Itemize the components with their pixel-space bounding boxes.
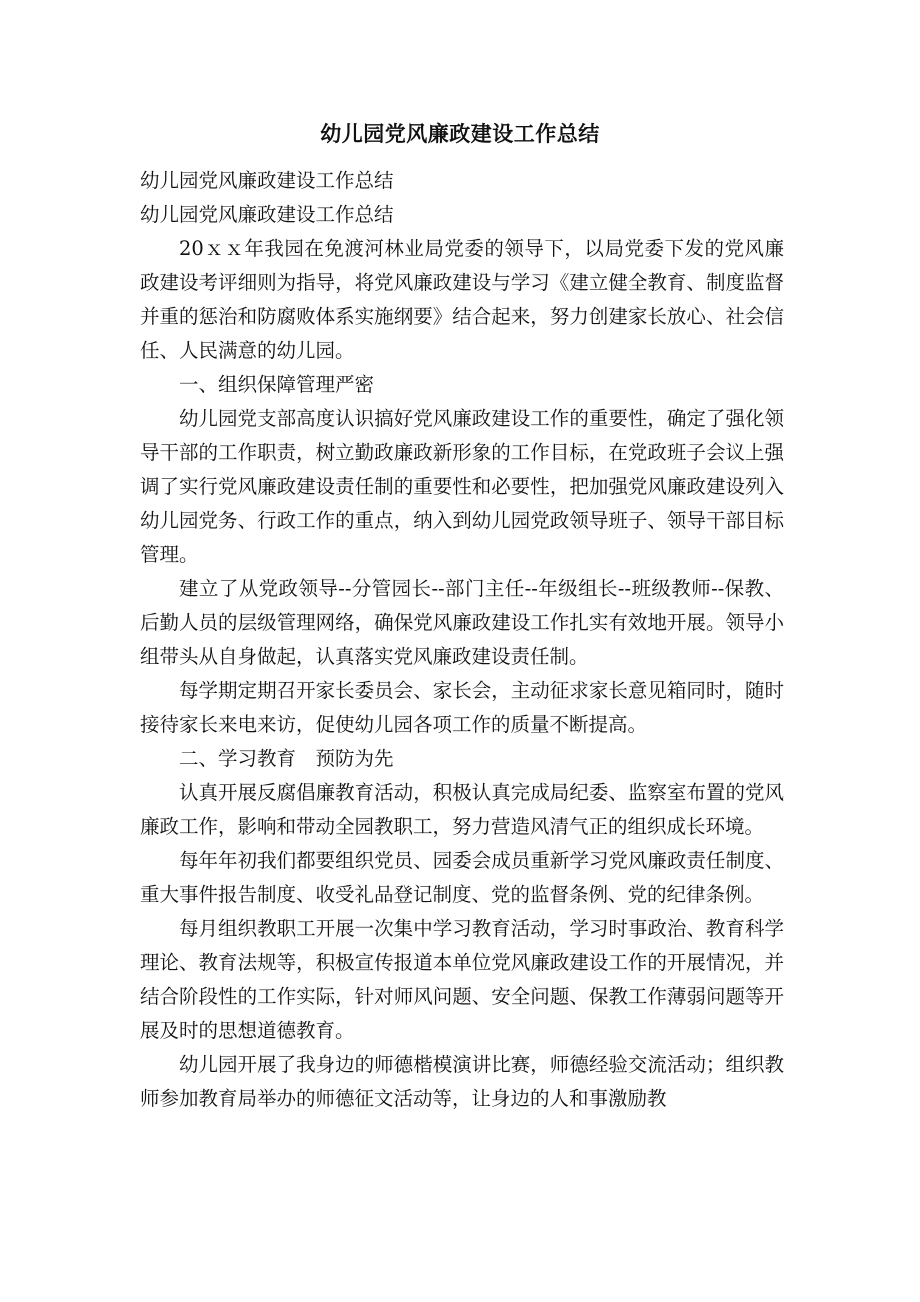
section-heading-2: 二、学习教育 预防为先 [179,747,394,770]
section-heading-1: 一、组织保障管理严密 [179,373,375,396]
paragraph-annual-study: 每年年初我们都要组织党员、园委会成员重新学习党风廉政责任制度、重大事件报告制度、收受礼品登记制度、党的监督条例、党的纪律条例。 [140,849,784,906]
paragraph-organization: 幼儿园党支部高度认识搞好党风廉政建设工作的重要性，确定了强化领导干部的工作职责，树立勤政廉政新形象的工作目标，在党政班子会议上强调了实行党风廉政建设责任制的重要性和必要性，把加强党风廉政建设列入幼儿园党务、行政工作的重点，纳入到幼儿园党政领导班子、领导干部目标管理。 [140,407,784,566]
document-title: 幼儿园党风廉政建设工作总结 [320,121,600,146]
paragraph-teacher-ethics-activities: 幼儿园开展了我身边的师德楷模演讲比赛，师德经验交流活动；组织教师参加教育局举办的师德征文活动等，让身边的人和事激励教 [140,1053,784,1110]
paragraph-intro: 20ｘｘ年我园在免渡河林业局党委的领导下，以局党委下发的党风廉政建设考评细则为指导，将党风廉政建设与学习《建立健全教育、制度监督并重的惩治和防腐败体系实施纲要》结合起来，努力创建家长放心、社会信任、人民满意的幼儿园。 [140,237,784,362]
document-body [140,164,784,1116]
subtitle-line-1: 幼儿园党风廉政建设工作总结 [140,169,394,192]
paragraph-parent-meetings: 每学期定期召开家长委员会、家长会，主动征求家长意见箱同时，随时接待家长来电来访，促使幼儿园各项工作的质量不断提高。 [140,679,784,736]
paragraph-monthly-study: 每月组织教职工开展一次集中学习教育活动，学习时事政治、教育科学理论、教育法规等，积极宣传报道本单位党风廉政建设工作的开展情况，并结合阶段性的工作实际，针对师风问题、安全问题、保教工作薄弱问题等开展及时的思想道德教育。 [140,917,784,1042]
paragraph-management-network: 建立了从党政领导--分管园长--部门主任--年级组长--班级教师--保教、后勤人员的层级管理网络，确保党风廉政建设工作扎实有效地开展。领导小组带头从自身做起，认真落实党风廉政建设责任制。 [140,577,784,668]
paragraph-anti-corruption-education: 认真开展反腐倡廉教育活动，积极认真完成局纪委、监察室布置的党风廉政工作，影响和带动全园教职工，努力营造风清气正的组织成长环境。 [140,781,784,838]
subtitle-line-2: 幼儿园党风廉政建设工作总结 [140,203,394,226]
